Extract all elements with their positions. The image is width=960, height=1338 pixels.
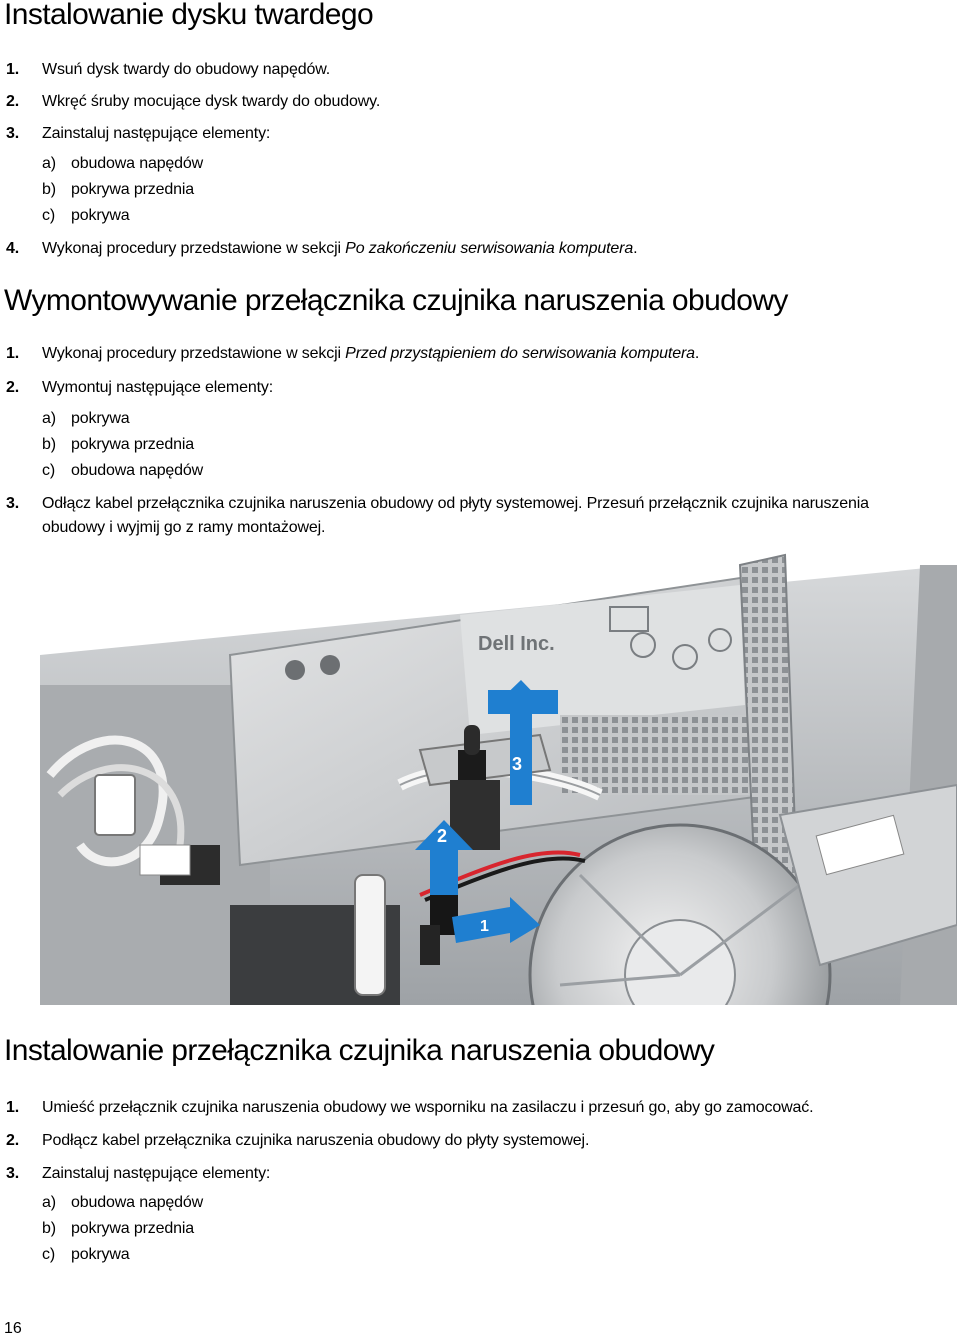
step-text: Wykonaj procedury przedstawione w sekcji — [42, 345, 346, 362]
step-text: Wykonaj procedury przedstawione w sekcji — [42, 240, 346, 257]
step-text-end: . — [694, 345, 700, 362]
sub-item-letter: c) — [42, 462, 56, 479]
sub-item-text: pokrywa przednia — [71, 1220, 194, 1237]
sub-item-text: pokrywa przednia — [71, 436, 194, 453]
section-reference-link[interactable]: Po zakończeniu serwisowania komputera — [345, 240, 634, 257]
step-text: Zainstaluj następujące elementy: — [42, 125, 271, 142]
callout-label-1: 1 — [480, 918, 489, 935]
step-number: 1. — [6, 345, 20, 362]
step-text: Wkręć śruby mocujące dysk twardy do obudowy. — [42, 93, 381, 110]
sub-item-text: obudowa napędów — [71, 1194, 204, 1211]
step-number: 2. — [6, 1132, 20, 1149]
figure-chassis-intrusion-switch — [40, 545, 957, 1005]
step-text-end: . — [633, 240, 638, 257]
step-text: Umieść przełącznik czujnika naruszenia obudowy we wsporniku na zasilaczu i przesuń go, aby go zamocować. — [42, 1099, 814, 1116]
step-text: Wsuń dysk twardy do obudowy napędów. — [42, 61, 331, 78]
step-number: 1. — [6, 61, 20, 78]
step-number: 4. — [6, 240, 20, 257]
callout-label-2: 2 — [437, 826, 448, 846]
sub-item-letter: c) — [42, 207, 56, 224]
section-reference-link[interactable]: Przed przystąpieniem do serwisowania komputera — [345, 345, 695, 362]
section-title-install-hdd: Instalowanie dysku twardego — [4, 0, 374, 31]
page-number: 16 — [4, 1320, 22, 1337]
step-number: 2. — [6, 379, 20, 396]
sub-item-text: obudowa napędów — [71, 462, 204, 479]
sub-item-text: pokrywa przednia — [71, 181, 194, 198]
sub-item-text: pokrywa — [71, 1246, 130, 1263]
step-number: 3. — [6, 495, 20, 512]
step-text: Odłącz kabel przełącznika czujnika naruszenia obudowy od płyty systemowej. Przesuń przełącznik czujnika naruszenia — [42, 495, 869, 512]
sub-item-letter: b) — [42, 181, 56, 198]
step-number: 1. — [6, 1099, 20, 1116]
step-text: obudowy i wyjmij go z ramy montażowej. — [42, 519, 326, 536]
section-title-install-intrusion-switch: Instalowanie przełącznika czujnika naruszenia obudowy — [4, 1034, 715, 1067]
step-number: 2. — [6, 93, 20, 110]
sub-item-letter: a) — [42, 155, 56, 172]
section-title-remove-intrusion-switch: Wymontowywanie przełącznika czujnika naruszenia obudowy — [4, 284, 788, 317]
psu-label: Dell Inc. — [478, 633, 555, 655]
sub-item-text: obudowa napędów — [71, 155, 204, 172]
step-number: 3. — [6, 125, 20, 142]
sub-item-letter: a) — [42, 410, 56, 427]
step-text: Zainstaluj następujące elementy: — [42, 1165, 271, 1182]
sub-item-letter: c) — [42, 1246, 56, 1263]
step-text: Podłącz kabel przełącznika czujnika naruszenia obudowy do płyty systemowej. — [42, 1132, 590, 1149]
callout-label-3: 3 — [512, 754, 523, 774]
step-number: 3. — [6, 1165, 20, 1182]
sub-item-text: pokrywa — [71, 207, 130, 224]
step-text: Wymontuj następujące elementy: — [42, 379, 274, 396]
sub-item-letter: b) — [42, 1220, 56, 1237]
sub-item-letter: b) — [42, 436, 56, 453]
sub-item-text: pokrywa — [71, 410, 130, 427]
sub-item-letter: a) — [42, 1194, 56, 1211]
